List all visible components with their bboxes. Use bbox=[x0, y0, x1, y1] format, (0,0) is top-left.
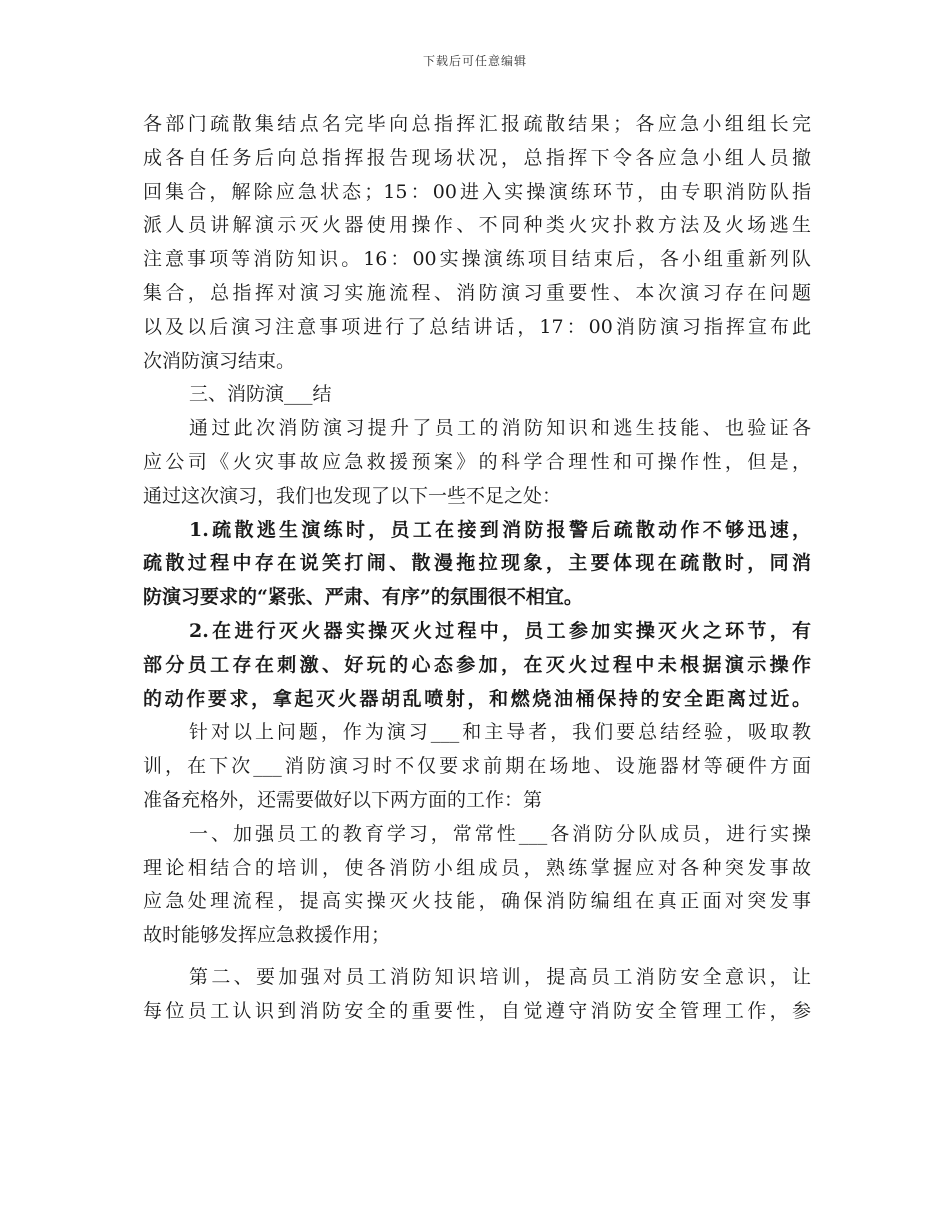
text-line: 各部门疏散集结点名完毕向总指挥汇报疏散结果；各应急小组组长完 bbox=[143, 113, 811, 135]
text-line: 每位员工认识到消防安全的重要性，自觉遵守消防安全管理工作，参 bbox=[143, 999, 811, 1022]
paragraph-issue-2 bbox=[143, 615, 811, 716]
text-line: 通过此次消防演习提升了员工的消防知识和逃生技能、也验证各 bbox=[189, 417, 811, 440]
section-heading: 三、消防演___结 bbox=[189, 383, 332, 406]
text-line: 一、加强员工的教育学习，常常性___各消防分队成员，进行实操 bbox=[189, 822, 811, 845]
text-line: 训，在下次___消防演习时不仅要求前期在场地、设施器材等硬件方面 bbox=[143, 755, 811, 778]
paragraph-drill-process bbox=[143, 108, 811, 378]
text-line: 以及以后演习注意事项进行了总结讲话，17：00消防演习指挥宣布此 bbox=[143, 315, 811, 338]
page-header: 下载后可任意编辑 bbox=[422, 54, 527, 68]
text-line: 疏散过程中存在说笑打闹、散漫拖拉现象，主要体现在疏散时，同消 bbox=[143, 552, 811, 575]
text-line: 理论相结合的培训，使各消防小组成员，熟练掌握应对各种突发事故 bbox=[143, 856, 811, 879]
document-body bbox=[143, 108, 811, 1029]
text-line: 的动作要求，拿起灭火器胡乱喷射，和燃烧油桶保持的安全距离过近。 bbox=[143, 687, 811, 710]
text-line: 通过这次演习，我们也发现了以下一些不足之处： bbox=[143, 484, 562, 507]
paragraph-measure-1 bbox=[143, 818, 811, 953]
text-line: 防演习要求的“紧张、严肃、有序”的氛围很不相宜。 bbox=[143, 586, 583, 609]
text-line: 针对以上问题，作为演习___和主导者，我们要总结经验，吸取教 bbox=[189, 721, 811, 744]
paragraph-response bbox=[143, 716, 811, 817]
text-line: 成各自任务后向总指挥报告现场状况，总指挥下令各应急小组人员撤 bbox=[143, 146, 811, 169]
text-line: 故时能够发挥应急救援作用； bbox=[143, 924, 391, 947]
paragraph-summary-intro bbox=[143, 412, 811, 513]
text-line: 2.在进行灭火器实操灭火过程中，员工参加实操灭火之环节，有 bbox=[189, 619, 811, 642]
text-line: 集合，总指挥对演习实施流程、消防演习重要性、本次演习存在问题 bbox=[143, 281, 811, 304]
text-line: 注意事项等消防知识。16：00实操演练项目结束后，各小组重新列队 bbox=[143, 248, 811, 271]
text-line: 应急处理流程，提高实操灭火技能，确保消防编组在真正面对突发事 bbox=[143, 890, 811, 913]
paragraph-measure-2 bbox=[143, 961, 811, 1029]
text-line: 部分员工存在刺激、好玩的心态参加，在灭火过程中未根据演示操作 bbox=[143, 653, 811, 676]
text-line: 应公司《火灾事故应急救援预案》的科学合理性和可操作性，但是， bbox=[143, 450, 811, 473]
text-line: 准备充格外，还需要做好以下两方面的工作：第 bbox=[143, 788, 543, 811]
text-line: 次消防演习结束。 bbox=[143, 349, 296, 372]
text-line: 第二、要加强对员工消防知识培训，提高员工消防安全意识，让 bbox=[189, 965, 811, 988]
text-line: 派人员讲解演示灭火器使用操作、不同种类火灾扑救方法及火场逃生 bbox=[143, 214, 811, 237]
paragraph-issue-1 bbox=[143, 514, 811, 615]
text-line: 回集合，解除应急状态；15：00进入实操演练环节，由专职消防队指 bbox=[143, 180, 811, 203]
text-line: 1.疏散逃生演练时，员工在接到消防报警后疏散动作不够迅速， bbox=[189, 518, 811, 541]
